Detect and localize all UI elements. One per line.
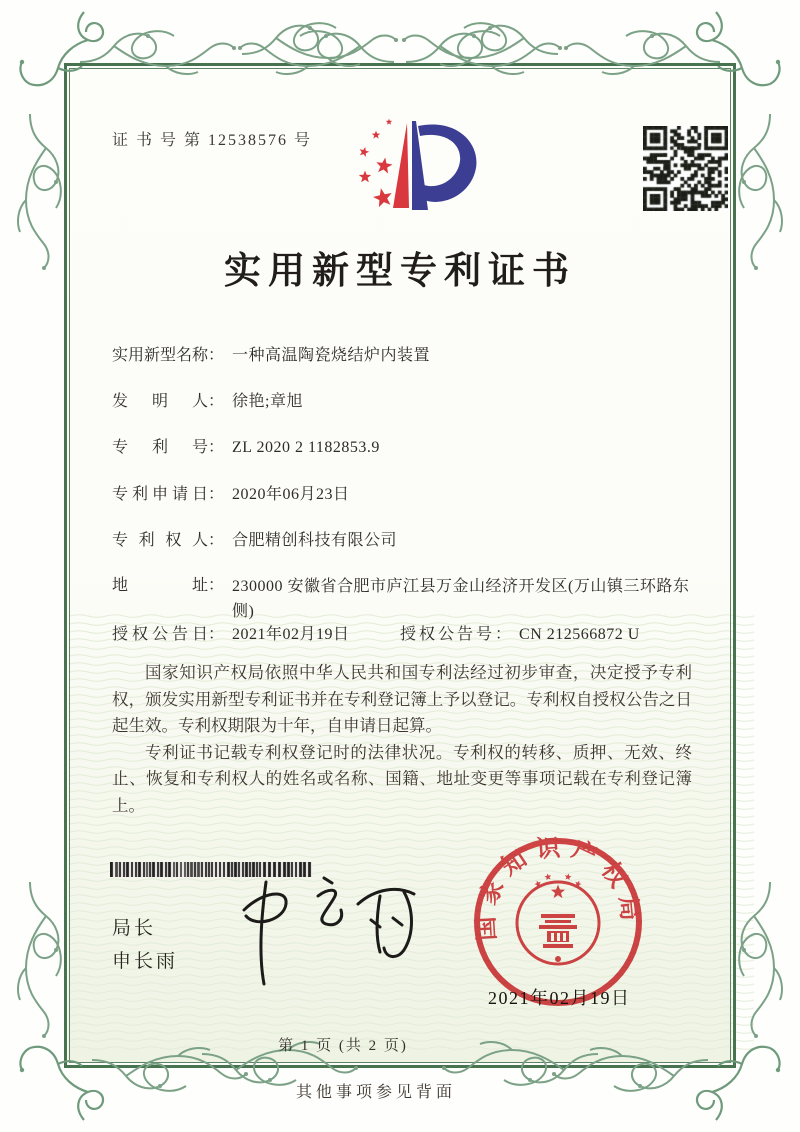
logo-blue-bowl bbox=[418, 125, 476, 202]
field-label: 专利申请日 bbox=[112, 486, 208, 503]
colon: ： bbox=[208, 486, 225, 503]
seal-date: 2021年02月19日 bbox=[488, 988, 631, 1008]
colon: ： bbox=[208, 439, 225, 456]
officer-title: 局长 bbox=[112, 918, 157, 939]
field-label: 授权公告号 bbox=[400, 626, 496, 643]
cnipa-official-seal-icon bbox=[471, 835, 645, 1009]
field-value: CN 212566872 U bbox=[519, 626, 640, 643]
officer-name: 申长雨 bbox=[112, 951, 179, 972]
svg-text:国家知识产权局: 国家知识产权局 bbox=[473, 835, 644, 942]
field-row-patentee bbox=[112, 529, 397, 553]
colon: ： bbox=[495, 626, 512, 643]
field-row-name bbox=[112, 344, 430, 368]
field-value: 徐艳;章旭 bbox=[232, 393, 303, 410]
field-row-filing-date bbox=[112, 483, 350, 507]
colon: ： bbox=[208, 393, 225, 410]
field-value: 2021年02月19日 bbox=[232, 626, 350, 643]
field-row-address bbox=[112, 574, 694, 624]
field-value: 一种高温陶瓷烧结炉内装置 bbox=[232, 347, 431, 364]
colon: ： bbox=[208, 347, 225, 364]
field-label: 实用新型名称 bbox=[112, 347, 209, 364]
cnipa-logo-icon bbox=[340, 106, 490, 236]
officer-block bbox=[112, 912, 178, 978]
qr-code bbox=[643, 126, 728, 211]
field-value: 合肥精创科技有限公司 bbox=[232, 532, 398, 549]
legal-paragraph-1: 国家知识产权局依照中华人民共和国专利法经过初步审查，决定授予专利权，颁发实用新型专利证书并在专利登记簿上予以登记。专利权自授权公告之日起生效。专利权期限为十年，自申请日起算。 bbox=[112, 663, 692, 735]
legal-paragraph-2: 专利证书记载专利权登记时的法律状况。专利权的转移、质押、无效、终止、恢复和专利权人的姓名或名称、国籍、地址变更等事项记载在专利登记簿上。 bbox=[112, 742, 692, 815]
field-label: 发明人 bbox=[112, 393, 208, 410]
field-label: 专利权人 bbox=[112, 532, 208, 549]
field-row-patent-no bbox=[112, 436, 380, 460]
field-value: 2020年06月23日 bbox=[232, 486, 350, 503]
field-label: 专利号 bbox=[112, 439, 208, 456]
colon: ： bbox=[208, 577, 225, 594]
field-row-inventor bbox=[112, 390, 303, 414]
colon: ： bbox=[208, 532, 225, 549]
director-signature-icon bbox=[222, 872, 427, 992]
colon: ： bbox=[208, 626, 225, 643]
back-side-note: 其他事项参见背面 bbox=[295, 1084, 456, 1101]
logo-red-wedge bbox=[393, 123, 409, 208]
field-grant-no bbox=[400, 623, 640, 647]
field-label: 授权公告日 bbox=[112, 626, 208, 643]
certificate-title: 实用新型专利证书 bbox=[224, 251, 576, 292]
field-value: 230000 安徽省合肥市庐江县万金山经济开发区(万山镇三环路东侧) bbox=[232, 578, 690, 620]
field-label: 地址 bbox=[112, 577, 208, 594]
field-row-grant-date bbox=[112, 623, 640, 647]
page-number: 第 1 页 (共 2 页) bbox=[278, 1038, 408, 1054]
field-value: ZL 2020 2 1182853.9 bbox=[232, 439, 380, 456]
legal-text bbox=[112, 660, 692, 819]
certificate-number: 证 书 号 第 12538576 号 bbox=[112, 132, 313, 149]
